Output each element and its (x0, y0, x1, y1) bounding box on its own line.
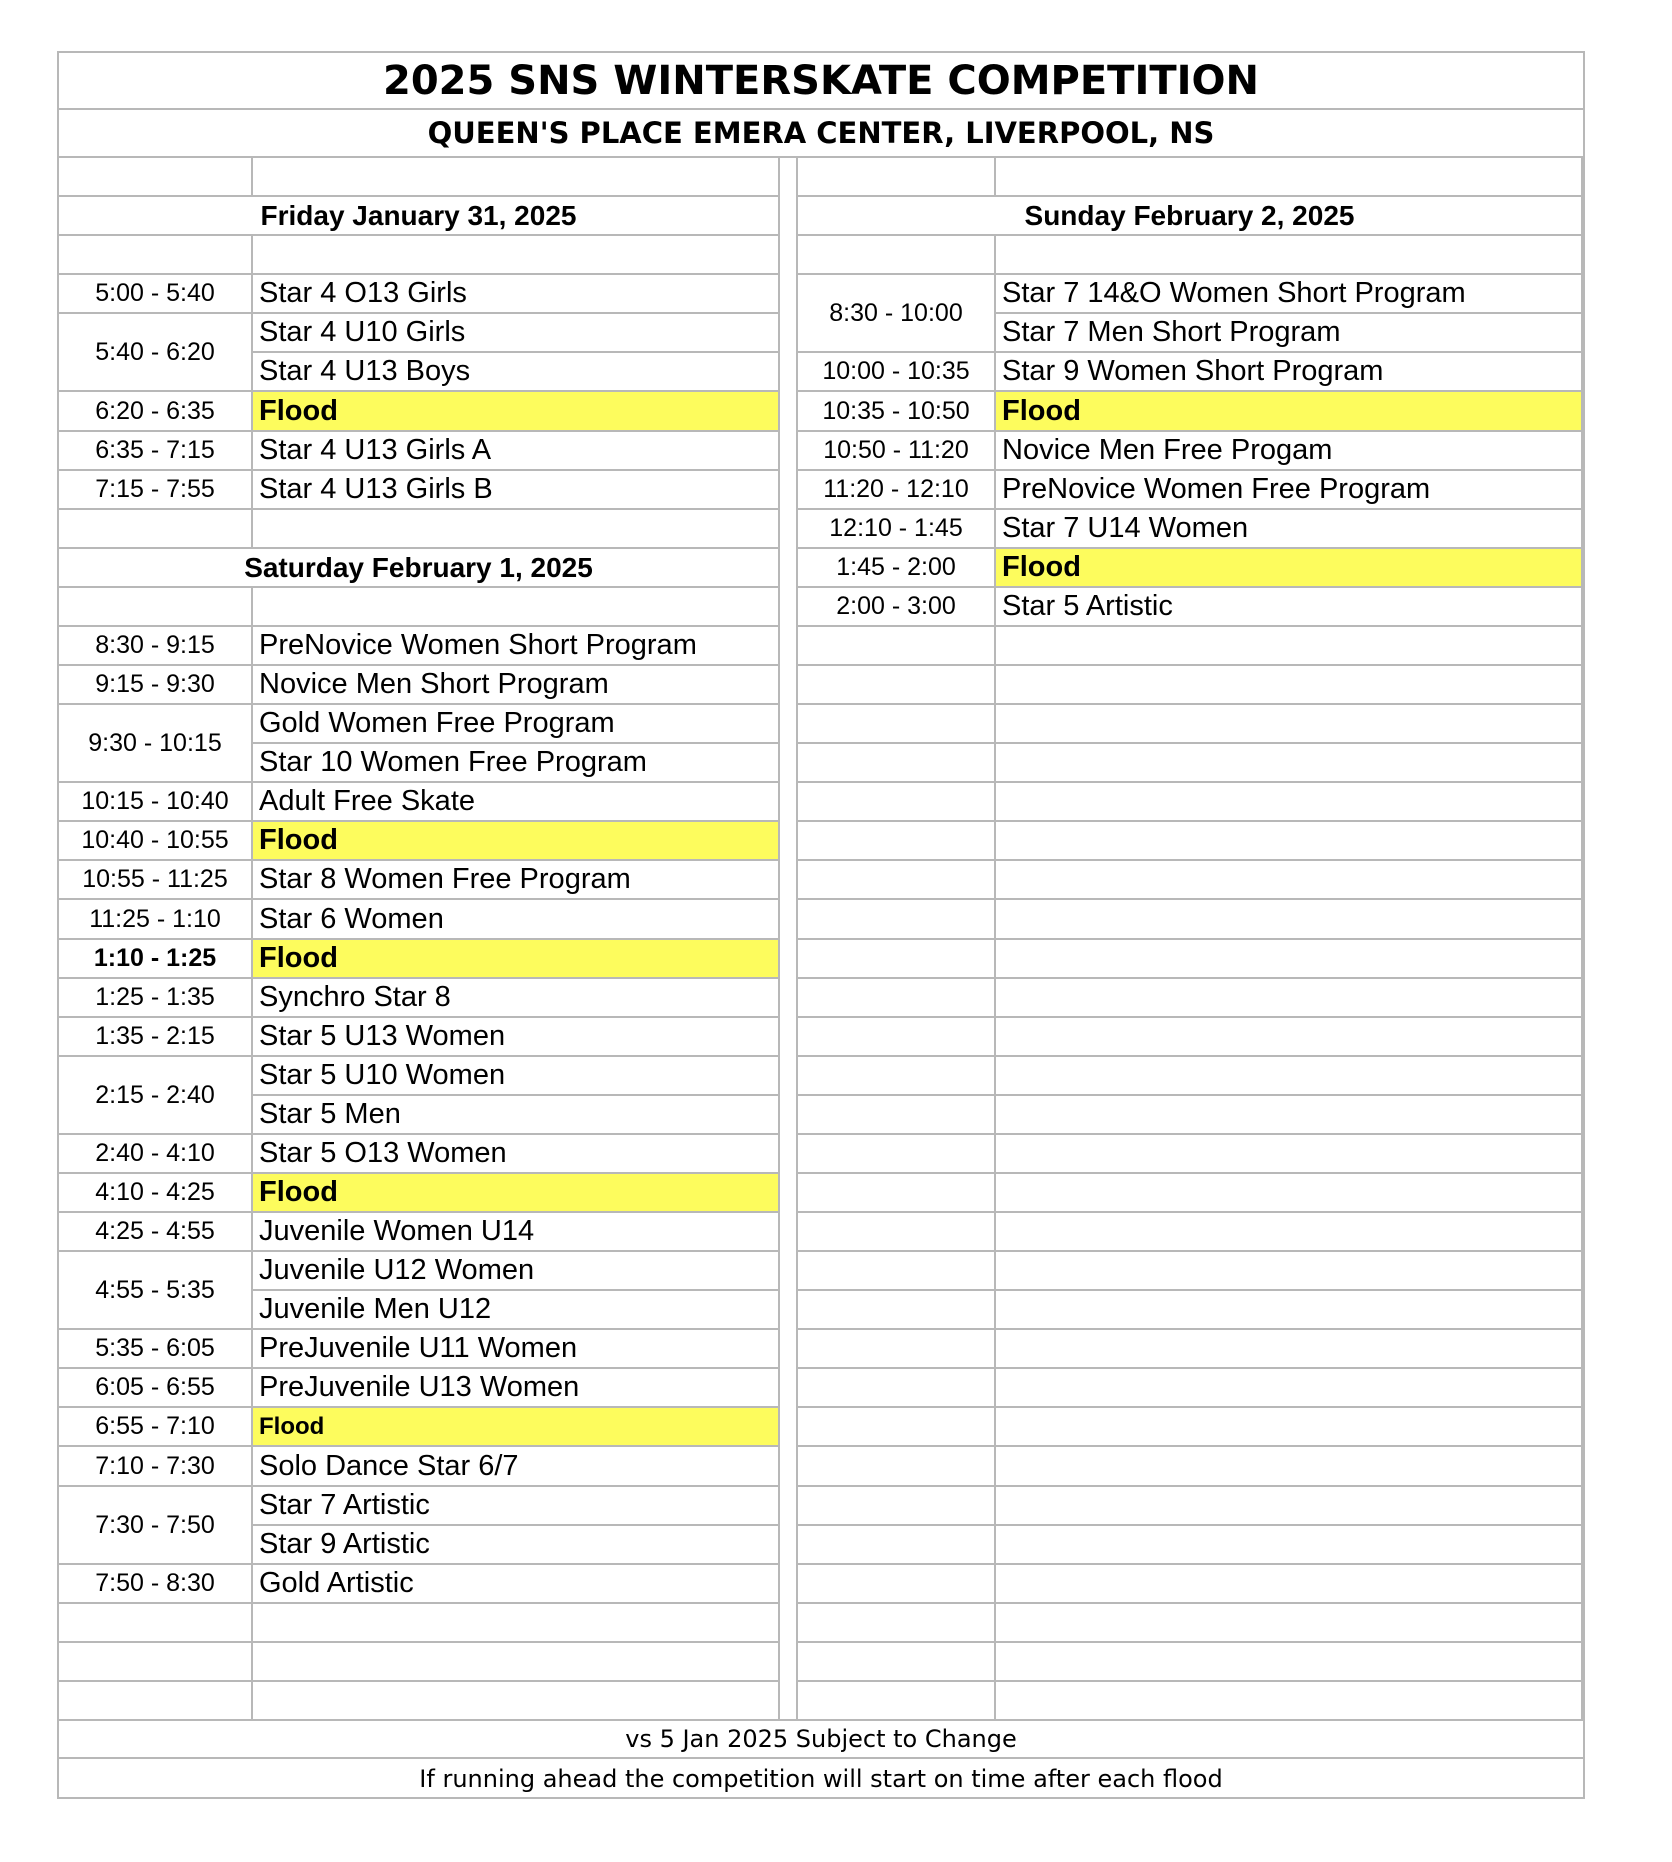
empty-cell (59, 236, 253, 275)
empty-cell (798, 900, 996, 940)
empty-cell (996, 1682, 1583, 1721)
time-slot: 1:25 - 1:35 (59, 979, 253, 1018)
empty-cell (996, 1408, 1583, 1447)
empty-cell (798, 158, 996, 197)
time-slot: 4:25 - 4:55 (59, 1213, 253, 1252)
empty-cell (996, 627, 1583, 666)
empty-cell (253, 1682, 780, 1721)
empty-cell (996, 705, 1583, 744)
event-name: Juvenile U12 Women (253, 1252, 780, 1291)
time-slot: 5:40 - 6:20 (59, 314, 253, 392)
empty-cell (996, 1369, 1583, 1408)
flood-break: Flood (253, 1174, 780, 1213)
empty-cell (798, 940, 996, 979)
flood-break: Flood (253, 940, 780, 979)
event-name: Star 4 U13 Girls B (253, 471, 780, 510)
empty-cell (996, 1487, 1583, 1526)
event-name: Solo Dance Star 6/7 (253, 1447, 780, 1487)
empty-cell (798, 1252, 996, 1291)
schedule-grid (59, 158, 1583, 1721)
time-slot: 2:15 - 2:40 (59, 1057, 253, 1135)
empty-cell (798, 861, 996, 900)
event-name: Synchro Star 8 (253, 979, 780, 1018)
flood-note: If running ahead the competition will start on time after each flood (419, 1765, 1223, 1793)
time-slot: 9:15 - 9:30 (59, 666, 253, 705)
day-header-sunday: Sunday February 2, 2025 (798, 197, 1583, 236)
empty-cell (59, 588, 253, 627)
time-slot: 5:00 - 5:40 (59, 275, 253, 314)
empty-cell (996, 1018, 1583, 1057)
flood-break: Flood (253, 392, 780, 432)
time-slot: 10:35 - 10:50 (798, 392, 996, 432)
empty-cell (996, 1526, 1583, 1565)
empty-cell (798, 1604, 996, 1643)
empty-cell (798, 627, 996, 666)
empty-cell (798, 822, 996, 861)
empty-cell (798, 705, 996, 744)
time-slot: 8:30 - 9:15 (59, 627, 253, 666)
time-slot: 7:10 - 7:30 (59, 1447, 253, 1487)
empty-cell (59, 1604, 253, 1643)
time-slot: 7:15 - 7:55 (59, 471, 253, 510)
empty-cell (996, 1135, 1583, 1174)
event-name: Star 4 U13 Boys (253, 353, 780, 392)
empty-cell (798, 1565, 996, 1604)
time-slot: 10:15 - 10:40 (59, 783, 253, 822)
empty-cell (996, 236, 1583, 275)
time-slot: 4:10 - 4:25 (59, 1174, 253, 1213)
event-name: Star 9 Artistic (253, 1526, 780, 1565)
column-spacer (780, 158, 798, 1721)
empty-cell (996, 940, 1583, 979)
empty-cell (59, 158, 253, 197)
empty-cell (59, 1643, 253, 1682)
empty-cell (253, 158, 780, 197)
flood-break: Flood (996, 549, 1583, 588)
empty-cell (798, 1330, 996, 1369)
empty-cell (253, 1604, 780, 1643)
empty-cell (798, 783, 996, 822)
flood-break: Flood (253, 1408, 780, 1447)
empty-cell (798, 1369, 996, 1408)
time-slot: 6:55 - 7:10 (59, 1408, 253, 1447)
time-slot: 6:05 - 6:55 (59, 1369, 253, 1408)
empty-cell (996, 1057, 1583, 1096)
empty-cell (798, 1057, 996, 1096)
flood-break: Flood (253, 822, 780, 861)
time-slot: 1:35 - 2:15 (59, 1018, 253, 1057)
empty-cell (798, 1135, 996, 1174)
empty-cell (798, 1408, 996, 1447)
empty-cell (798, 1682, 996, 1721)
time-slot: 11:20 - 12:10 (798, 471, 996, 510)
time-slot: 7:30 - 7:50 (59, 1487, 253, 1565)
event-name: Star 7 U14 Women (996, 510, 1583, 549)
event-name: Gold Women Free Program (253, 705, 780, 744)
event-name: Juvenile Men U12 (253, 1291, 780, 1330)
empty-cell (59, 510, 253, 549)
empty-cell (798, 1096, 996, 1135)
empty-cell (996, 1604, 1583, 1643)
empty-cell (996, 1174, 1583, 1213)
time-slot: 11:25 - 1:10 (59, 900, 253, 940)
time-slot: 10:55 - 11:25 (59, 861, 253, 900)
empty-cell (996, 1447, 1583, 1487)
empty-cell (253, 1643, 780, 1682)
event-name: PreJuvenile U11 Women (253, 1330, 780, 1369)
empty-cell (798, 1447, 996, 1487)
schedule-sheet (57, 51, 1585, 1799)
empty-cell (996, 979, 1583, 1018)
empty-cell (798, 979, 996, 1018)
time-slot: 10:40 - 10:55 (59, 822, 253, 861)
empty-cell (996, 900, 1583, 940)
time-slot: 9:30 - 10:15 (59, 705, 253, 783)
empty-cell (996, 783, 1583, 822)
empty-cell (996, 822, 1583, 861)
event-name: Star 7 Men Short Program (996, 314, 1583, 353)
event-name: Star 5 Men (253, 1096, 780, 1135)
version-note: vs 5 Jan 2025 Subject to Change (59, 1721, 1583, 1759)
flood-break: Flood (996, 392, 1583, 432)
empty-cell (996, 1291, 1583, 1330)
event-name: PreNovice Women Short Program (253, 627, 780, 666)
empty-cell (253, 588, 780, 627)
time-slot: 6:35 - 7:15 (59, 432, 253, 471)
empty-cell (996, 1213, 1583, 1252)
event-name: Novice Men Short Program (253, 666, 780, 705)
empty-cell (996, 861, 1583, 900)
empty-cell (996, 1252, 1583, 1291)
page-title: 2025 SNS WINTERSKATE COMPETITION (59, 53, 1583, 110)
empty-cell (996, 158, 1583, 197)
time-slot: 1:10 - 1:25 (59, 940, 253, 979)
empty-cell (798, 1291, 996, 1330)
event-name: Star 4 U13 Girls A (253, 432, 780, 471)
event-name: Star 9 Women Short Program (996, 353, 1583, 392)
empty-cell (996, 1643, 1583, 1682)
event-name: PreJuvenile U13 Women (253, 1369, 780, 1408)
venue-subtitle: QUEEN'S PLACE EMERA CENTER, LIVERPOOL, NS (59, 110, 1583, 158)
time-slot: 4:55 - 5:35 (59, 1252, 253, 1330)
time-slot: 5:35 - 6:05 (59, 1330, 253, 1369)
event-name: Star 5 Artistic (996, 588, 1583, 627)
day-header-friday: Friday January 31, 2025 (59, 197, 780, 236)
event-name: Star 8 Women Free Program (253, 861, 780, 900)
event-name: Gold Artistic (253, 1565, 780, 1604)
event-name: PreNovice Women Free Program (996, 471, 1583, 510)
time-slot: 7:50 - 8:30 (59, 1565, 253, 1604)
day-header-saturday: Saturday February 1, 2025 (59, 549, 780, 588)
empty-cell (59, 1682, 253, 1721)
event-name: Star 5 O13 Women (253, 1135, 780, 1174)
event-name: Star 5 U10 Women (253, 1057, 780, 1096)
empty-cell (798, 1213, 996, 1252)
empty-cell (798, 1487, 996, 1526)
event-name: Star 5 U13 Women (253, 1018, 780, 1057)
empty-cell (798, 666, 996, 705)
time-slot: 10:00 - 10:35 (798, 353, 996, 392)
empty-cell (996, 666, 1583, 705)
empty-cell (996, 1330, 1583, 1369)
empty-cell (996, 1096, 1583, 1135)
event-name: Novice Men Free Progam (996, 432, 1583, 471)
event-name: Star 4 O13 Girls (253, 275, 780, 314)
empty-cell (253, 236, 780, 275)
empty-cell (798, 1018, 996, 1057)
empty-cell (798, 1174, 996, 1213)
event-name: Star 6 Women (253, 900, 780, 940)
empty-cell (996, 1565, 1583, 1604)
event-name: Star 7 14&O Women Short Program (996, 275, 1583, 314)
empty-cell (798, 1526, 996, 1565)
time-slot: 12:10 - 1:45 (798, 510, 996, 549)
event-name: Star 7 Artistic (253, 1487, 780, 1526)
time-slot: 2:40 - 4:10 (59, 1135, 253, 1174)
event-name: Star 10 Women Free Program (253, 744, 780, 783)
empty-cell (798, 236, 996, 275)
empty-cell (798, 744, 996, 783)
empty-cell (996, 744, 1583, 783)
event-name: Juvenile Women U14 (253, 1213, 780, 1252)
empty-cell (253, 510, 780, 549)
time-slot: 10:50 - 11:20 (798, 432, 996, 471)
event-name: Adult Free Skate (253, 783, 780, 822)
time-slot: 2:00 - 3:00 (798, 588, 996, 627)
time-slot: 8:30 - 10:00 (798, 275, 996, 353)
time-slot: 6:20 - 6:35 (59, 392, 253, 432)
empty-cell (798, 1643, 996, 1682)
time-slot: 1:45 - 2:00 (798, 549, 996, 588)
event-name: Star 4 U10 Girls (253, 314, 780, 353)
